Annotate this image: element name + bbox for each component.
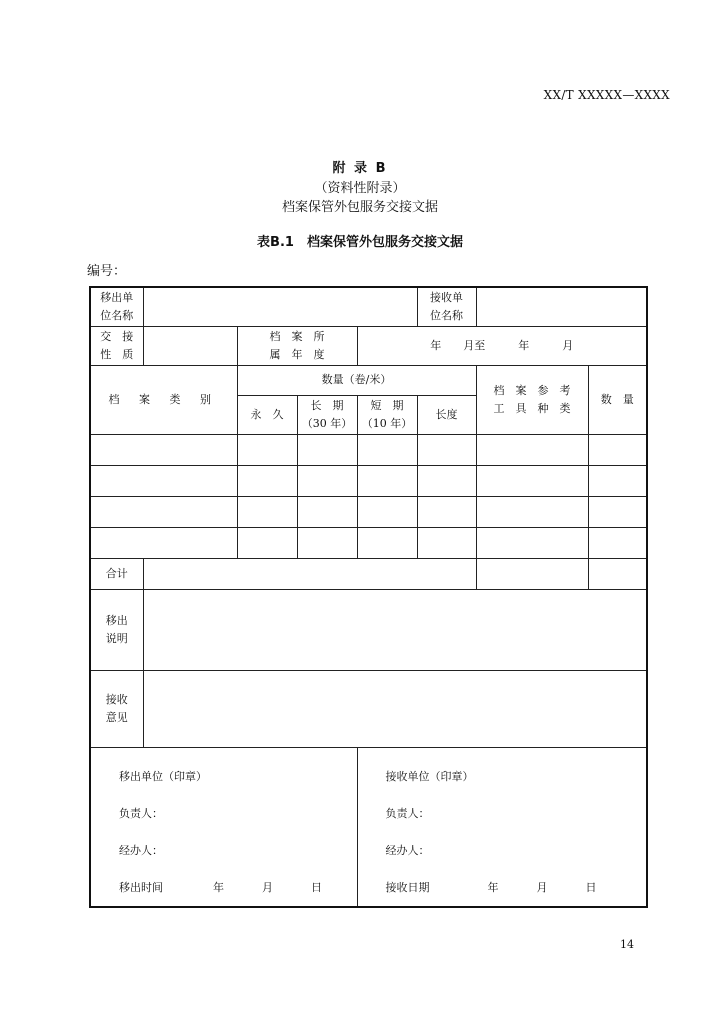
receive-opinion-field[interactable] [143, 670, 647, 747]
table-cell[interactable] [476, 527, 588, 558]
transfer-unit-label: 移出单 位名称 [90, 287, 143, 326]
table-cell[interactable] [417, 434, 476, 465]
transfer-signature-block [90, 747, 357, 907]
transfer-date-line[interactable] [91, 869, 357, 906]
receive-date-label: 接收日期 [385, 880, 430, 894]
table-cell[interactable] [417, 527, 476, 558]
appendix-note: （资料性附录） [314, 181, 406, 196]
table-cell[interactable] [588, 465, 647, 496]
table-cell[interactable] [357, 527, 417, 558]
table-cell[interactable] [588, 434, 647, 465]
receive-unit-stamp: 接收单位（印章） [385, 769, 474, 783]
transfer-handler[interactable]: 经办人： [119, 843, 163, 857]
table-cell[interactable] [237, 465, 297, 496]
receive-date-line[interactable] [358, 869, 647, 906]
table-row [90, 465, 647, 496]
receive-person-in-charge[interactable]: 负责人： [385, 806, 430, 820]
receive-unit-field[interactable] [476, 287, 647, 326]
table-row [90, 527, 647, 558]
table-row [90, 496, 647, 527]
receive-date-month: 月 [536, 880, 548, 894]
receive-opinion-label: 接收 意见 [90, 670, 143, 747]
handover-form-table [89, 286, 648, 908]
total-label: 合计 [90, 558, 143, 589]
table-cell[interactable] [357, 496, 417, 527]
table-cell[interactable] [297, 496, 357, 527]
table-cell[interactable] [297, 527, 357, 558]
transfer-person-in-charge[interactable]: 负责人： [119, 806, 163, 820]
total-field[interactable] [143, 558, 476, 589]
transfer-note-field[interactable] [143, 589, 647, 670]
table-cell[interactable] [417, 496, 476, 527]
table-cell[interactable] [237, 496, 297, 527]
reference-tools-header: 档 案 参 考 工 具 种 类 [476, 365, 588, 434]
page-number: 14 [620, 938, 634, 951]
archive-year-label: 档 案 所 属 年 度 [237, 326, 357, 365]
archive-category-header: 档 案 类 别 [90, 365, 237, 434]
receive-date-day: 日 [585, 880, 597, 894]
short-term-header: 短 期 （10 年） [357, 395, 417, 434]
transfer-note-label: 移出 说明 [90, 589, 143, 670]
receive-date-year: 年 [487, 880, 499, 894]
table-cell[interactable] [417, 465, 476, 496]
archive-year-range[interactable]: 年 月至 年 月 [357, 326, 647, 365]
table-cell[interactable] [476, 434, 588, 465]
total-ref-tools-field[interactable] [476, 558, 588, 589]
table-cell[interactable] [476, 496, 588, 527]
table-cell[interactable] [297, 434, 357, 465]
table-cell[interactable] [297, 465, 357, 496]
table-cell[interactable] [237, 434, 297, 465]
handover-nature-label: 交 接 性 质 [90, 326, 143, 365]
transfer-unit-field[interactable] [143, 287, 417, 326]
appendix-title: 附 录 B [332, 161, 388, 176]
standard-code: XX/T XXXXX—XXXX [543, 88, 670, 102]
length-header: 长度 [417, 395, 476, 434]
transfer-date-label: 移出时间 [119, 880, 163, 894]
table-cell[interactable] [357, 434, 417, 465]
table-cell[interactable] [90, 527, 237, 558]
table-row [90, 434, 647, 465]
count-header: 数 量 [588, 365, 647, 434]
table-cell[interactable] [237, 527, 297, 558]
table-title: 表B.1 档案保管外包服务交接文据 [257, 235, 463, 250]
table-cell[interactable] [476, 465, 588, 496]
receive-handler[interactable]: 经办人： [385, 843, 430, 857]
table-cell[interactable] [588, 527, 647, 558]
receive-unit-label: 接收单 位名称 [417, 287, 476, 326]
permanent-header: 永 久 [237, 395, 297, 434]
handover-nature-field[interactable] [143, 326, 237, 365]
total-count-field[interactable] [588, 558, 647, 589]
long-term-header: 长 期 （30 年） [297, 395, 357, 434]
table-cell[interactable] [357, 465, 417, 496]
table-cell[interactable] [90, 496, 237, 527]
transfer-date-day: 日 [311, 880, 322, 894]
transfer-unit-stamp: 移出单位（印章） [119, 769, 207, 783]
table-cell[interactable] [588, 496, 647, 527]
serial-number-label: 编号： [87, 264, 127, 279]
table-cell[interactable] [90, 434, 237, 465]
document-title: 档案保管外包服务交接文据 [281, 200, 438, 215]
table-cell[interactable] [90, 465, 237, 496]
transfer-date-year: 年 [213, 880, 224, 894]
transfer-date-month: 月 [262, 880, 273, 894]
receive-signature-block [357, 747, 647, 907]
quantity-header: 数量（卷/米） [237, 365, 476, 395]
